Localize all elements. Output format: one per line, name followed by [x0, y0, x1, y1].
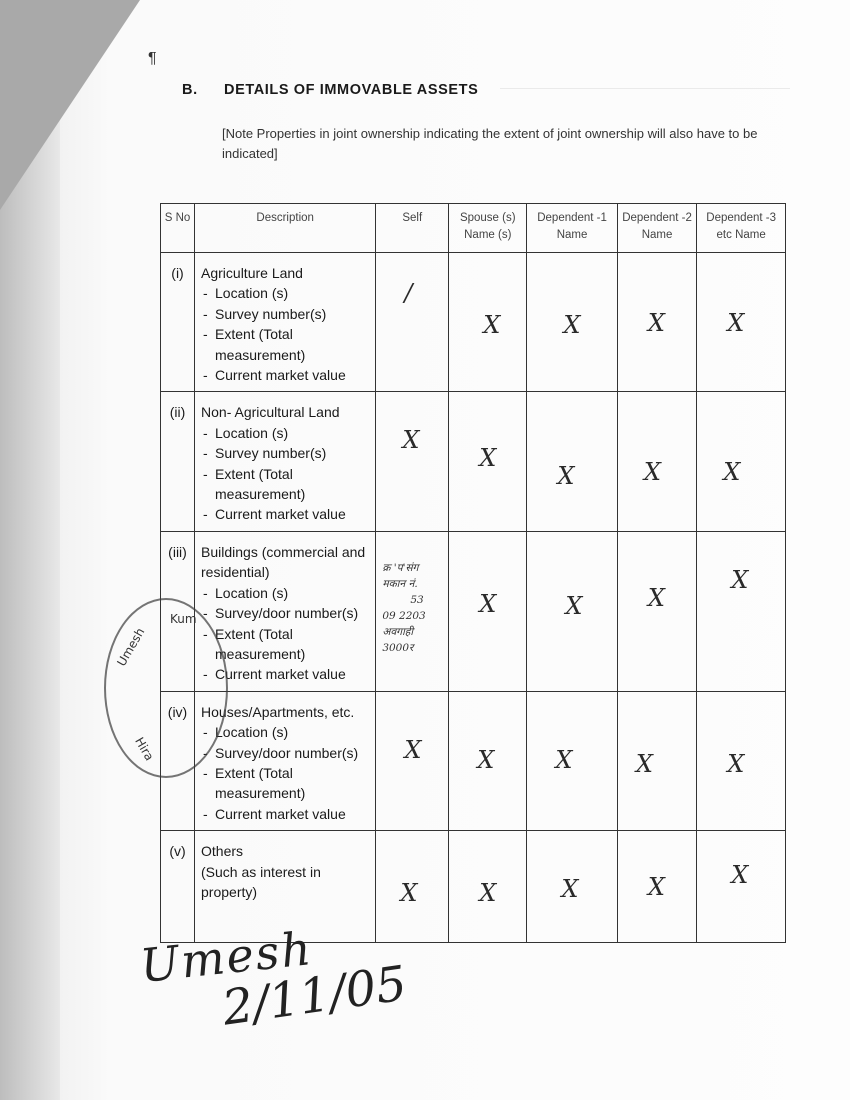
list-item: - Extent (Total measurement) [201, 763, 371, 804]
header-dependent-2: Dependent -2 Name [617, 204, 696, 253]
table-row [161, 691, 786, 830]
cell-self [376, 392, 449, 531]
cell-dependent-1 [527, 831, 618, 943]
row-title: Others [201, 843, 244, 860]
cell-dependent-2 [617, 392, 696, 531]
list-item: - Location (s) [201, 722, 371, 742]
table-row [161, 392, 786, 531]
cell-spouse [449, 691, 527, 830]
handwritten-mark: X [400, 879, 418, 908]
cell-self [376, 831, 449, 943]
handwritten-mark: X [731, 861, 749, 890]
stray-mark: ¶ [148, 50, 157, 67]
note-line: मकान नं. [382, 577, 418, 590]
cell-dependent-3 [697, 831, 786, 943]
row-title: Non- Agricultural Land [201, 404, 340, 421]
handwritten-mark: X [402, 426, 420, 455]
note-line: 09 2203 [382, 609, 426, 622]
list-item: - Survey/door number(s) [201, 743, 371, 763]
cell-self [376, 691, 449, 830]
list-item: - Current market value [201, 504, 371, 524]
signature-date: 2/11/05 [219, 955, 411, 1037]
cell-dependent-1 [527, 253, 618, 392]
handwritten-mark: X [555, 745, 573, 774]
handwritten-mark: X [565, 591, 583, 620]
handwritten-mark: X [647, 309, 665, 337]
handwritten-mark: X [635, 749, 653, 778]
row-sno: (i) [161, 253, 195, 392]
handwritten-mark: X [479, 589, 497, 618]
cell-dependent-3 [697, 253, 786, 392]
row-sno: (iii) [161, 531, 195, 691]
row-items [201, 423, 371, 525]
list-item: - Survey number(s) [201, 304, 371, 324]
header-self: Self [376, 204, 449, 253]
handwritten-mark: X [647, 873, 665, 902]
section-title: DETAILS OF IMMOVABLE ASSETS [224, 82, 479, 98]
handwritten-mark: X [727, 749, 745, 778]
table-row [161, 531, 786, 691]
handwritten-mark: X [731, 565, 749, 594]
row-sno: (ii) [161, 392, 195, 531]
cell-spouse [449, 831, 527, 943]
row-sno: (v) [161, 831, 195, 943]
handwritten-signature: Umesh [137, 921, 316, 993]
handwritten-mark: X [647, 583, 665, 612]
cell-self [376, 531, 449, 691]
list-item: - Extent (Total measurement) [201, 324, 371, 365]
handwritten-mark: X [404, 735, 422, 764]
table-row [161, 253, 786, 392]
header-description: Description [195, 204, 376, 253]
official-seal [104, 598, 228, 778]
handwritten-mark: X [643, 458, 661, 487]
list-item: - Current market value [201, 365, 371, 385]
cell-self [376, 253, 449, 392]
list-item: - Extent (Total measurement) [201, 464, 371, 505]
row-title: Houses/Apartments, etc. [201, 703, 355, 720]
cell-dependent-3 [697, 531, 786, 691]
cell-dependent-1 [527, 691, 618, 830]
row-items [201, 722, 371, 824]
immovable-assets-table [160, 203, 786, 943]
seal-text-bottom: Hira [132, 734, 157, 764]
header-sno: S No [161, 204, 195, 253]
row-description [195, 253, 376, 392]
note-line: 3000र [382, 641, 414, 654]
header-dependent-3: Dependent -3 etc Name [697, 204, 786, 253]
cell-dependent-2 [617, 253, 696, 392]
section-letter: B. [182, 82, 198, 98]
list-item: - Extent (Total measurement) [201, 624, 371, 665]
list-item: - Current market value [201, 804, 371, 824]
cell-spouse [449, 531, 527, 691]
list-item: - Location (s) [201, 423, 371, 443]
seal-text-top: Kum [170, 612, 197, 626]
bleed-through-text [500, 88, 790, 99]
table-header-row [161, 204, 786, 253]
cell-dependent-2 [617, 531, 696, 691]
handwritten-mark: X [557, 462, 575, 491]
section-note: [Note Properties in joint ownership indicating the extent of joint ownership will also have to be indicated] [222, 126, 758, 161]
row-sno: (iv) [161, 691, 195, 830]
handwritten-mark: X [561, 875, 579, 904]
row-title: Buildings (commercial and residential) [201, 543, 366, 581]
row-items [201, 283, 371, 385]
handwritten-mark: X [563, 311, 581, 339]
folded-corner [0, 0, 140, 210]
list-item: - Survey/door number(s) [201, 603, 371, 623]
header-spouse: Spouse (s) Name (s) [449, 204, 527, 253]
note-line: क्र 'प'संग [382, 561, 419, 574]
handwritten-note [382, 560, 425, 656]
cell-dependent-2 [617, 691, 696, 830]
cell-spouse [449, 253, 527, 392]
note-line: अवगाही [382, 625, 414, 638]
header-dependent-1: Dependent -1 Name [527, 204, 618, 253]
list-item: - Survey number(s) [201, 443, 371, 463]
list-item: - Location (s) [201, 283, 371, 303]
list-item: - Current market value [201, 664, 371, 684]
section-heading [182, 82, 478, 98]
handwritten-mark: X [479, 444, 497, 473]
handwritten-mark: X [723, 458, 741, 487]
cell-spouse [449, 392, 527, 531]
row-description [195, 392, 376, 531]
handwritten-mark: X [479, 879, 497, 908]
cell-dependent-1 [527, 531, 618, 691]
note-line: 53 [410, 593, 424, 606]
handwritten-mark: X [727, 309, 745, 337]
handwritten-mark: X [477, 745, 495, 774]
seal-text-side: Umesh [114, 625, 148, 669]
row-title: Agriculture Land [201, 265, 303, 281]
cell-dependent-2 [617, 831, 696, 943]
cell-dependent-3 [697, 392, 786, 531]
row-subtitle: (Such as interest in property) [201, 863, 321, 900]
handwritten-mark: / [404, 279, 413, 307]
cell-dependent-1 [527, 392, 618, 531]
handwritten-mark: X [483, 311, 501, 339]
list-item: - Location (s) [201, 583, 371, 603]
cell-dependent-3 [697, 691, 786, 830]
